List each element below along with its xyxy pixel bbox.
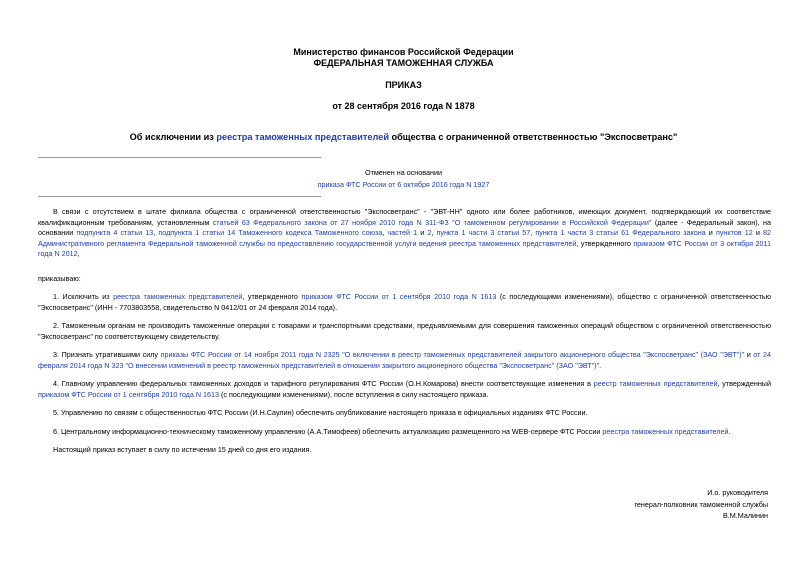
signer-rank: генерал-полковник таможенной службы: [634, 499, 768, 509]
preamble-text: ,: [77, 249, 80, 258]
item-text: (с последующими изменениями), после вступления в силу настоящего приказа.: [219, 389, 489, 399]
order-1613-link[interactable]: приказом ФТС России от 1 сентября 2010 года N 1613: [301, 292, 497, 301]
cancel-note-label: Отменен на основании: [364, 168, 442, 177]
law-article-63-link[interactable]: статьей 63 Федерального закона от 27 ноября 2010 года N 311-ФЗ "О таможенном регулировании в Российской Федерации": [212, 217, 652, 227]
order-2012-link[interactable]: приказом ФТС России от 3 октября 2011 года N 2012: [38, 238, 771, 258]
item-3: [38, 350, 771, 371]
title-text-before: Об исключении из: [129, 132, 217, 142]
preamble-text: В связи с отсутствием в штате филиала общества с ограниченной ответственностью "Экспосветранс" - "ЭВТ-НН" одного или более работников, имеющих документ, подтверждающий их соответствие квалификационным требованиям, установленным: [38, 207, 771, 227]
preamble-text: и: [705, 228, 716, 237]
signer-name: В.М.Малинин: [722, 511, 768, 520]
preamble-text: ,: [153, 228, 159, 237]
preamble-text: (далее - Федеральный закон), на основании: [38, 217, 771, 237]
divider-top: [38, 157, 321, 158]
item-text: и: [744, 350, 754, 359]
admin-regulation-link[interactable]: 82 Административного регламента Федеральной таможенной службы по предоставлению государственной услуги ведения реестра таможенных представителей: [38, 228, 772, 248]
registry-link[interactable]: реестр таможенных представителей: [593, 379, 718, 388]
preamble-text: ,: [530, 228, 536, 237]
preamble-paragraph: [38, 207, 771, 260]
service-name: ФЕДЕРАЛЬНАЯ ТАМОЖЕННАЯ СЛУЖБА: [313, 58, 494, 68]
clause-12-link[interactable]: пунктов 12: [715, 228, 753, 237]
title-text-after: общества с ограниченной ответственностью "Экспосветранс": [388, 132, 678, 142]
item-1: [38, 292, 771, 313]
item-text: , утвержденный: [717, 379, 771, 388]
order-2325-link[interactable]: приказы ФТС России от 14 ноября 2011 года N 2325 "О включении в реестр таможенных представителей закрытого акционерного общества "Экспосветранс" (ЗАО "ЭВТ")": [160, 350, 745, 359]
order-1613-link[interactable]: приказом ФТС России от 1 сентября 2010 года N 1613: [38, 389, 220, 399]
preamble-text: и: [752, 228, 764, 237]
item-2: 2. Таможенным органам не производить таможенные операции с товарами и транспортными средствами, предъявляемыми для совершения таможенных операций обществом с ограниченной ответственностью "Экспосветранс" по соответствующему свидетельству.: [38, 321, 771, 341]
item-text: 3. Признать утратившими силу: [53, 350, 161, 359]
signer-position: И.о. руководителя: [707, 488, 768, 497]
document-date: от 28 сентября 2016 года N 1878: [332, 101, 475, 111]
document-body: [38, 207, 771, 464]
item-text: (с последующими изменениями), общество с ограниченной ответственностью "Экспосветранс" (ИНН - 7703803558, свидетельство N 0412/01 от 24 февраля 2014 года).: [38, 292, 771, 312]
item-text: 6. Центральному информационно-техническому таможенному управлению (А.А.Тимофеев) обеспечить актуализацию размещенного на WEB-сервере ФТС России: [53, 426, 603, 436]
order-323-link[interactable]: от 24 февраля 2014 года N 323 "О внесении изменений в реестр таможенных представителей в отношении закрытого акционерного общества "Экспосветранс" (ЗАО "ЭВТ")": [38, 350, 771, 370]
item-text: .: [599, 360, 602, 370]
registry-link[interactable]: реестра таможенных представителей: [602, 426, 729, 436]
divider-bottom: [38, 196, 321, 197]
item-text: , утвержденного: [242, 292, 302, 301]
registry-link[interactable]: реестра таможенных представителей: [113, 292, 243, 301]
title-registry-link[interactable]: реестра таможенных представителей: [216, 132, 389, 142]
cancel-note: [180, 167, 627, 191]
preamble-text: и: [417, 228, 428, 237]
ministry-name: Министерство финансов Российской Федерации: [293, 47, 514, 57]
item-7: Настоящий приказ вступает в силу по истечении 15 дней со дня его издания.: [53, 445, 312, 454]
customs-code-art14-link[interactable]: подпункта 1 статьи 14 Таможенного кодекса Таможенного союза: [158, 228, 383, 237]
part-2-link[interactable]: 2: [427, 228, 432, 237]
document-title: [0, 132, 807, 142]
customs-code-art13-link[interactable]: подпункта 4 статьи 13: [76, 228, 154, 237]
item-text: 4. Главному управлению федеральных таможенных доходов и тарифного регулирования ФТС России (О.Н.Комарова) внести соответствующие изменения в: [53, 379, 594, 388]
cancel-order-link[interactable]: приказа ФТС России от 6 октября 2016 года N 1927: [317, 180, 490, 189]
preamble-text: ,: [382, 228, 388, 237]
article-61-link[interactable]: пункта 1 части 3 статьи 61 Федерального закона: [535, 228, 706, 237]
item-text: 1. Исключить из: [53, 292, 114, 301]
item-4: [38, 379, 771, 400]
item-5: 5. Управлению по связям с общественностью ФТС России (И.Н.Саулин) обеспечить опубликование настоящего приказа в официальных изданиях ФТС России.: [53, 408, 588, 417]
preamble-text: , утвержденного: [576, 238, 634, 248]
item-6: [38, 427, 771, 438]
part-1-link[interactable]: частей 1: [387, 228, 418, 237]
signature-block: [508, 487, 768, 522]
document-type: ПРИКАЗ: [385, 80, 422, 90]
preamble-text: ,: [431, 228, 437, 237]
article-57-link[interactable]: пункта 1 части 3 статьи 57: [436, 228, 531, 237]
order-word: приказываю:: [38, 273, 81, 283]
item-text: .: [728, 426, 731, 436]
